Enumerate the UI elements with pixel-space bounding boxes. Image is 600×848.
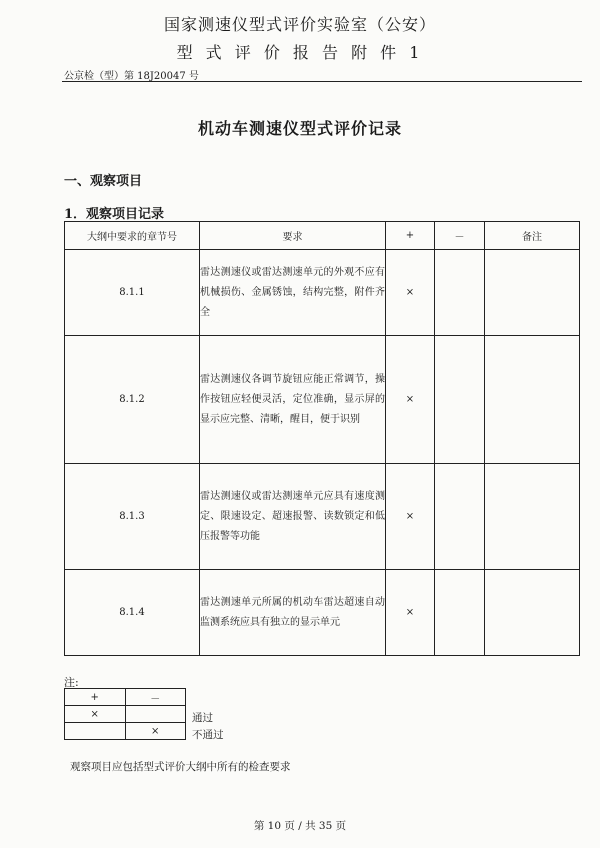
col-header-plus: + <box>386 222 435 250</box>
col-header-remark: 备注 <box>485 222 580 250</box>
legend-row <box>65 706 186 723</box>
cell-minus <box>435 336 485 464</box>
cell-plus: × <box>386 336 435 464</box>
remark-text: 观察项目应包括型式评价大纲中所有的检查要求 <box>70 761 291 773</box>
subsection-heading: 1．观察项目记录 <box>64 207 165 222</box>
legend-meaning-fail: 不通过 <box>192 729 224 741</box>
cell-requirement: 雷达测速仪各调节旋钮应能正常调节，操作按钮应轻便灵活，定位准确，显示屏的显示应完整、清晰，醒目，便于识别 <box>200 336 386 464</box>
cell-plus: × <box>386 570 435 656</box>
cell-requirement: 雷达测速仪或雷达测速单元的外观不应有机械损伤、金属锈蚀，结构完整，附件齐全 <box>200 250 386 336</box>
header-rule <box>62 81 582 82</box>
cell-minus <box>435 250 485 336</box>
table-row <box>65 464 580 570</box>
cell-section: 8.1.3 <box>65 464 200 570</box>
table-row <box>65 250 580 336</box>
table-header-row <box>65 222 580 250</box>
doc-number: 公京检（型）第 18J20047 号 <box>64 71 199 82</box>
cell-requirement: 雷达测速单元所属的机动车雷达超速自动监测系统应具有独立的显示单元 <box>200 570 386 656</box>
section-heading: 一、观察项目 <box>64 174 143 189</box>
cell-section: 8.1.1 <box>65 250 200 336</box>
cell-plus: × <box>386 464 435 570</box>
table-row <box>65 336 580 464</box>
report-title: 型 式 评 价 报 告 附 件 1 <box>176 43 424 62</box>
col-header-requirement: 要求 <box>200 222 386 250</box>
cell-section: 8.1.4 <box>65 570 200 656</box>
lab-name: 国家测速仪型式评价实验室（公安） <box>163 15 436 34</box>
legend-meaning-pass: 通过 <box>192 712 213 724</box>
legend-row <box>65 723 186 740</box>
legend-header-row <box>65 689 186 706</box>
cell-remark <box>485 464 580 570</box>
table-row <box>65 570 580 656</box>
cell-remark <box>485 250 580 336</box>
note-label: 注: <box>64 676 79 689</box>
cell-remark <box>485 570 580 656</box>
legend-header-plus: + <box>65 689 126 706</box>
cell-plus: × <box>386 250 435 336</box>
legend-cell-plus: × <box>65 706 126 723</box>
cell-section: 8.1.2 <box>65 336 200 464</box>
legend-header-minus: － <box>125 689 186 706</box>
cell-minus <box>435 570 485 656</box>
cell-requirement: 雷达测速仪或雷达测速单元应具有速度测定、限速设定、超速报警、读数锁定和低压报警等功能 <box>200 464 386 570</box>
legend-cell-plus <box>65 723 126 740</box>
col-header-minus: － <box>435 222 485 250</box>
page-title: 机动车测速仪型式评价记录 <box>197 119 402 138</box>
cell-remark <box>485 336 580 464</box>
col-header-section: 大纲中要求的章节号 <box>65 222 200 250</box>
observation-table <box>64 221 580 656</box>
page-footer: 第 10 页 / 共 35 页 <box>253 820 347 832</box>
legend-cell-minus: × <box>125 723 186 740</box>
cell-minus <box>435 464 485 570</box>
legend-table <box>64 688 186 740</box>
legend-cell-minus <box>125 706 186 723</box>
